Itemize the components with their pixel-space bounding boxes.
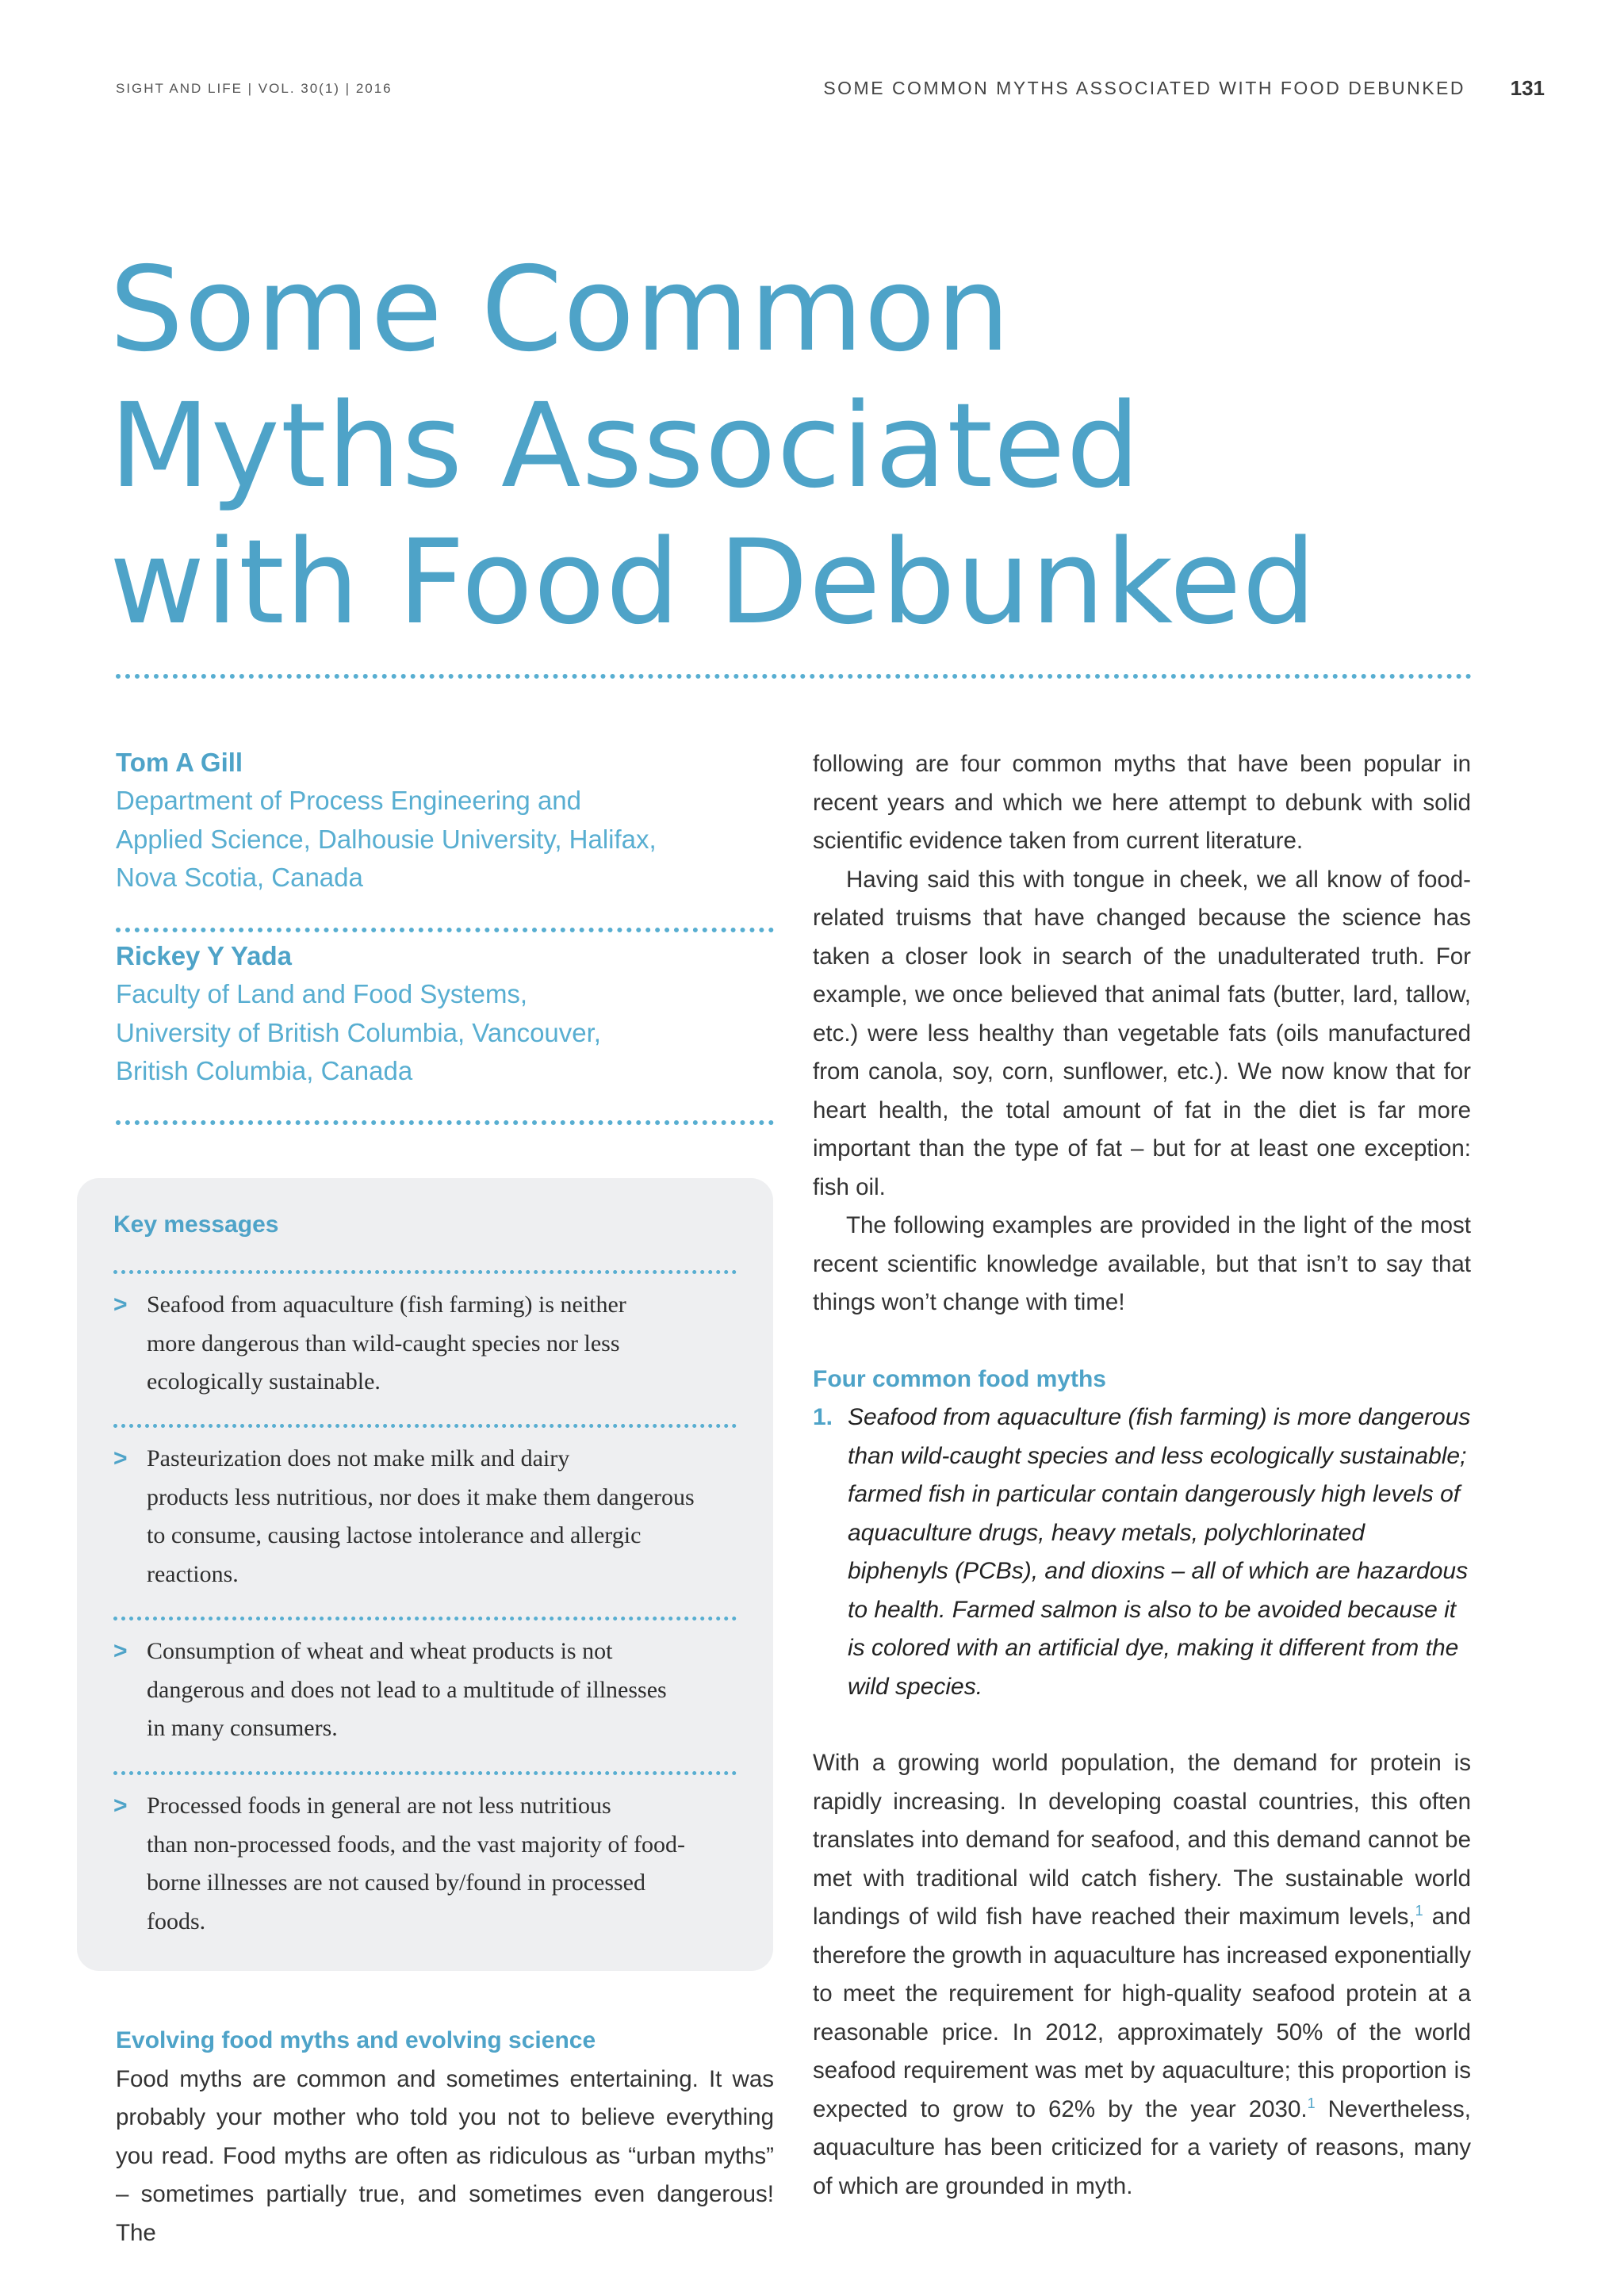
key-message-text: Consumption of wheat and wheat products is not dangerous and does not lead to a multitude of illnesses in many consumers. [147,1638,667,1741]
myth-statement: Seafood from aquaculture (fish farming) is more dangerous than wild-caught species and less ecologically sustainable; farmed fish in particular contain dangerously high levels of aquaculture drugs, heavy metals, polychlorinated biphenyls (PCBs), and dioxins – all of which are hazardous to health. Farmed salmon is also to be avoided because it is colored with an artificial dye, making it different from the wild species. [848,1404,1471,1700]
key-messages-box [77,1178,773,1971]
key-divider [113,1424,737,1428]
section-heading: Four common food myths [813,1365,1106,1392]
key-divider [113,1270,737,1274]
chevron-right-icon: > [113,1445,128,1471]
key-message-item [113,1787,740,1941]
journal-citation: SIGHT AND LIFE | VOL. 30(1) | 2016 [116,81,393,96]
key-messages-title: Key messages [113,1211,279,1238]
author-affiliation-line: British Columbia, Canada [116,1056,413,1085]
article-title [109,242,1378,651]
reference-marker: 1 [1307,2095,1316,2111]
author-affiliation-line: University of British Columbia, Vancouver, [116,1017,601,1047]
reference-marker: 1 [1415,1903,1423,1919]
running-title: SOME COMMON MYTHS ASSOCIATED WITH FOOD DEBUNKED [823,78,1465,98]
page-number: 131 [1510,76,1545,100]
key-message-item [113,1632,740,1748]
title-line-1: Some Common [109,242,1011,377]
body-paragraph: Food myths are common and sometimes entertaining. It was probably your mother who told you not to believe everything you read. Food myths are often as ridiculous as “urban myths” – sometimes partially true, and sometimes even dangerous! The [116,2065,774,2246]
left-section [116,2022,774,2252]
title-line-2: Myths Associated [109,378,1141,514]
myth-number: 1. [813,1404,833,1430]
key-message-text: Processed foods in general are not less nutritious than non-processed foods, and the vast majority of food- borne illnesses are not caused by/found in processed foods. [147,1793,685,1934]
running-head [116,78,1545,105]
body-paragraph: The following examples are provided in the light of the most recent scientific knowledge available, but that isn’t to say that things won’t change with time! [813,1212,1471,1315]
section-heading: Evolving food myths and evolving science [116,2027,596,2053]
title-divider [116,674,1472,679]
title-line-3: with Food Debunked [109,515,1317,650]
author-block-1 [116,744,774,897]
author-name: Rickey Y Yada [116,941,293,970]
author-affiliation-line: Department of Process Engineering and [116,786,582,815]
author-name: Tom A Gill [116,748,243,777]
body-paragraph: With a growing world population, the demand for protein is rapidly increasing. In developing coastal countries, this often translates into demand for seafood, and this demand cannot be met with traditional wild catch fishery. The sustainable world landings of wild fish have reached their maximum levels,$^1$ and therefore the growth in aquaculture has increased exponentially to meet the requirement for high-quality seafood protein at a reasonable price. In 2012, approximately 50% of the world seafood requirement was met by aquaculture; this proportion is expected to grow to 62% by the year 2030.$^1$ Nevertheless, aquaculture has been criticized for a variety of reasons, many of which are grounded in myth. [813,1750,1471,2199]
myth-item [813,1399,1471,1706]
key-message-text: Pasteurization does not make milk and dairy products less nutritious, nor does it make them dangerous to consume, causing lactose intolerance and allergic reactions. [147,1445,695,1587]
author-affiliation-line: Nova Scotia, Canada [116,863,363,892]
author-affiliation-line: Faculty of Land and Food Systems, [116,979,528,1008]
author-block-2 [116,937,774,1091]
chevron-right-icon: > [113,1292,128,1318]
chevron-right-icon: > [113,1638,128,1664]
key-message-text: Seafood from aquaculture (fish farming) is neither more dangerous than wild-caught species nor less ecologically sustainable. [147,1292,626,1395]
body-paragraph: Having said this with tongue in cheek, we all know of food-related truisms that have changed because the science has taken a closer look in search of the unadulterated truth. For example, we once believed that animal fats (butter, lard, tallow, etc.) were less healthy than vegetable fats (oils manufactured from canola, soy, corn, sunflower, etc.). We now know that for heart health, the total amount of fat in the diet is far more important than the type of fat – but for at least one exception: fish oil. [813,866,1471,1200]
chevron-right-icon: > [113,1793,128,1819]
author-divider [116,1120,774,1125]
key-message-item [113,1440,740,1594]
key-message-item [113,1286,740,1402]
key-divider [113,1617,737,1621]
key-divider [113,1771,737,1775]
author-affiliation-line: Applied Science, Dalhousie University, Halifax, [116,824,657,854]
right-column [813,745,1471,2206]
body-paragraph: following are four common myths that have been popular in recent years and which we here attempt to debunk with solid scientific evidence taken from current literature. [813,751,1471,854]
author-divider [116,928,774,932]
